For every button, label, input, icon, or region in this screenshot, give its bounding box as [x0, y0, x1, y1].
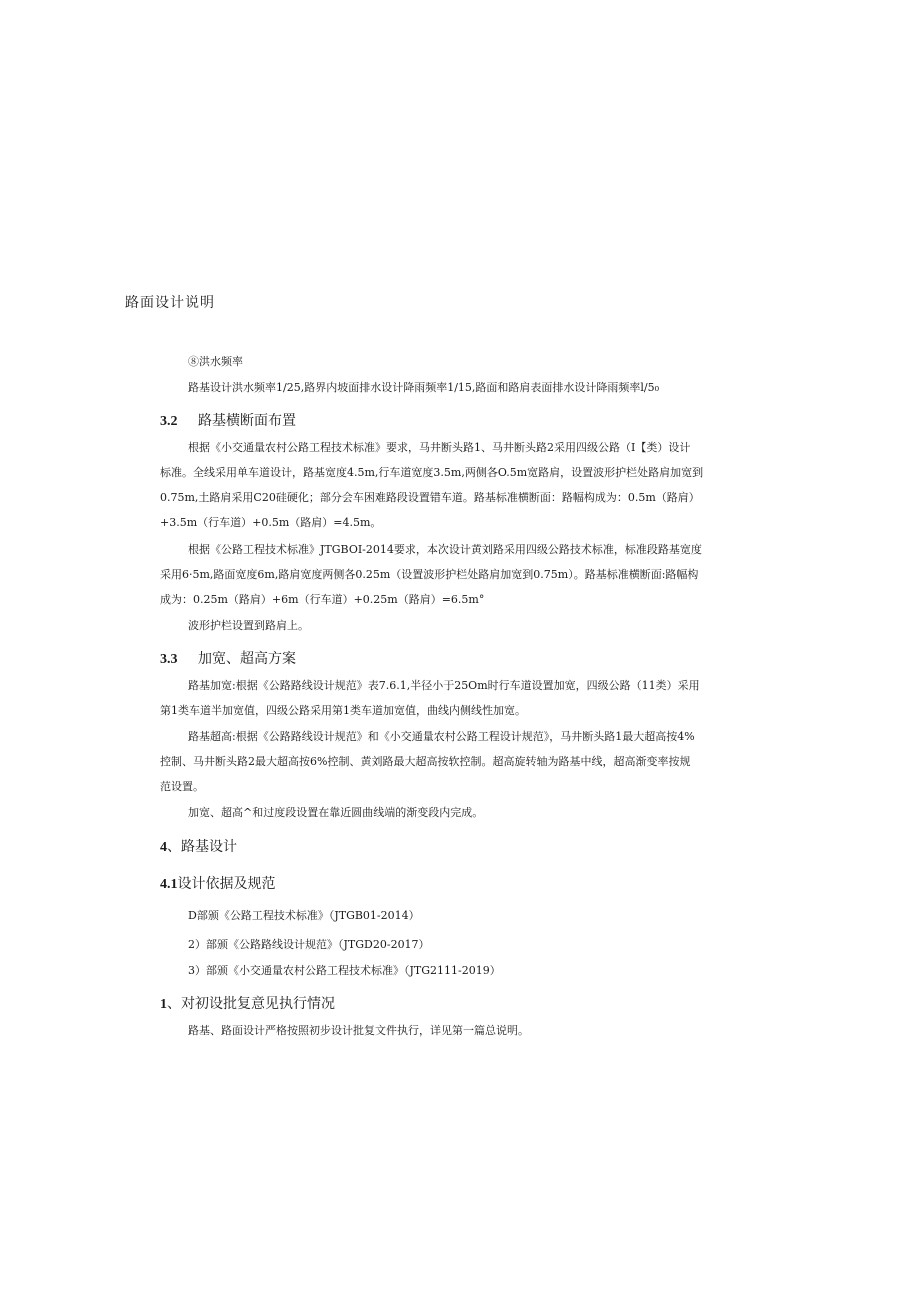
section-4-heading — [160, 838, 237, 857]
section-1-title: 、对初设批复意见执行情况 — [167, 996, 335, 1012]
section-3-3-p2-line3: 范设置。 — [160, 780, 204, 793]
section-1-number: 1 — [160, 997, 167, 1012]
section-3-2-p1-line2: 标准。全线采用单车道设计，路基宽度4.5m,行车道宽度3.5m,两侧各O.5m宽路肩，设置波形护栏处路肩加宽到 — [160, 466, 704, 479]
document-title: 路面设计说明 — [125, 295, 215, 311]
reference-item-2: 2）部颁《公路路线设计规范》（JTGD20-2017） — [188, 938, 430, 951]
section-4-1-title: 设计依据及规范 — [177, 876, 276, 892]
section-3-2-heading — [160, 412, 296, 431]
section-3-2-p1-line1: 根据《小交通量农村公路工程技术标准》要求，马井断头路1、马井断头路2采用四级公路（I【类）设计 — [188, 441, 691, 454]
section-1-heading — [160, 995, 335, 1014]
section-3-3-title: 加宽、超高方案 — [198, 651, 296, 667]
section-4-number: 4 — [160, 840, 167, 855]
section-3-3-p3: 加宽、超高^和过度段设置在靠近圆曲线端的渐变段内完成。 — [188, 806, 484, 819]
section-3-3-p1-line1: 路基加宽:根据《公路路线设计规范》表7.6.1,半径小于25Om时行车道设置加宽，四级公路（11类）采用 — [188, 679, 700, 692]
flood-frequency-text: 路基设计洪水频率1/25,路界内坡面排水设计降雨频率1/15,路面和路肩表面排水设计降雨频率l/5₀ — [188, 381, 660, 394]
section-3-2-p1-line4: +3.5m（行车道）+0.5m（路肩）=4.5m。 — [160, 516, 382, 529]
section-3-3-p2-line2: 控制、马井断头路2最大超高按6%控制、黄刘路最大超高按软控制。超高旋转轴为路基中线，超高渐变率按规 — [160, 755, 691, 768]
section-3-3-p2-line1: 路基超高:根据《公路路线设计规范》和《小交通量农村公路工程设计规范》，马井断头路1最大超高按4% — [188, 730, 695, 743]
section-3-2-p2-line2: 采用6·5m,路面宽度6m,路肩宽度两侧各0.25m（设置波形护栏处路肩加宽到0.75m）。路基标准横断面:路幅构 — [160, 568, 699, 581]
section-3-3-number: 3.3 — [160, 652, 178, 667]
section-3-3-heading — [160, 650, 296, 669]
section-4-1-number: 4.1 — [160, 877, 178, 892]
section-3-2-p1-line3: 0.75m,土路肩采用C20硅硬化；部分会车困难路段设置错车道。路基标准横断面：路幅构成为：0.5m（路肩） — [160, 491, 700, 504]
section-3-2-p3: 波形护栏设置到路肩上。 — [188, 619, 309, 632]
flood-frequency-heading: ⑧洪水频率 — [188, 355, 243, 368]
reference-item-1: D部颁《公路工程技术标准》（JTGB01-2014） — [188, 909, 420, 922]
reference-item-3: 3）部颁《小交通量农村公路工程技术标准》（JTG2111-2019） — [188, 964, 501, 977]
section-3-3-p1-line2: 第1类车道半加宽值，四级公路采用第1类车道加宽值，曲线内侧线性加宽。 — [160, 704, 526, 717]
section-3-2-title: 路基横断面布置 — [198, 413, 296, 429]
section-4-title: 、路基设计 — [167, 839, 237, 855]
section-1-text: 路基、路面设计严格按照初步设计批复文件执行，详见第一篇总说明。 — [188, 1024, 529, 1037]
section-3-2-p2-line3: 成为：0.25m（路肩）+6m（行车道）+0.25m（路肩）=6.5m° — [160, 593, 485, 606]
section-3-2-p2-line1: 根据《公路工程技术标准》JTGBOI-2014要求，本次设计黄刘路采用四级公路技术标准，标准段路基宽度 — [188, 543, 702, 556]
section-4-1-heading — [160, 875, 276, 894]
section-3-2-number: 3.2 — [160, 414, 178, 429]
